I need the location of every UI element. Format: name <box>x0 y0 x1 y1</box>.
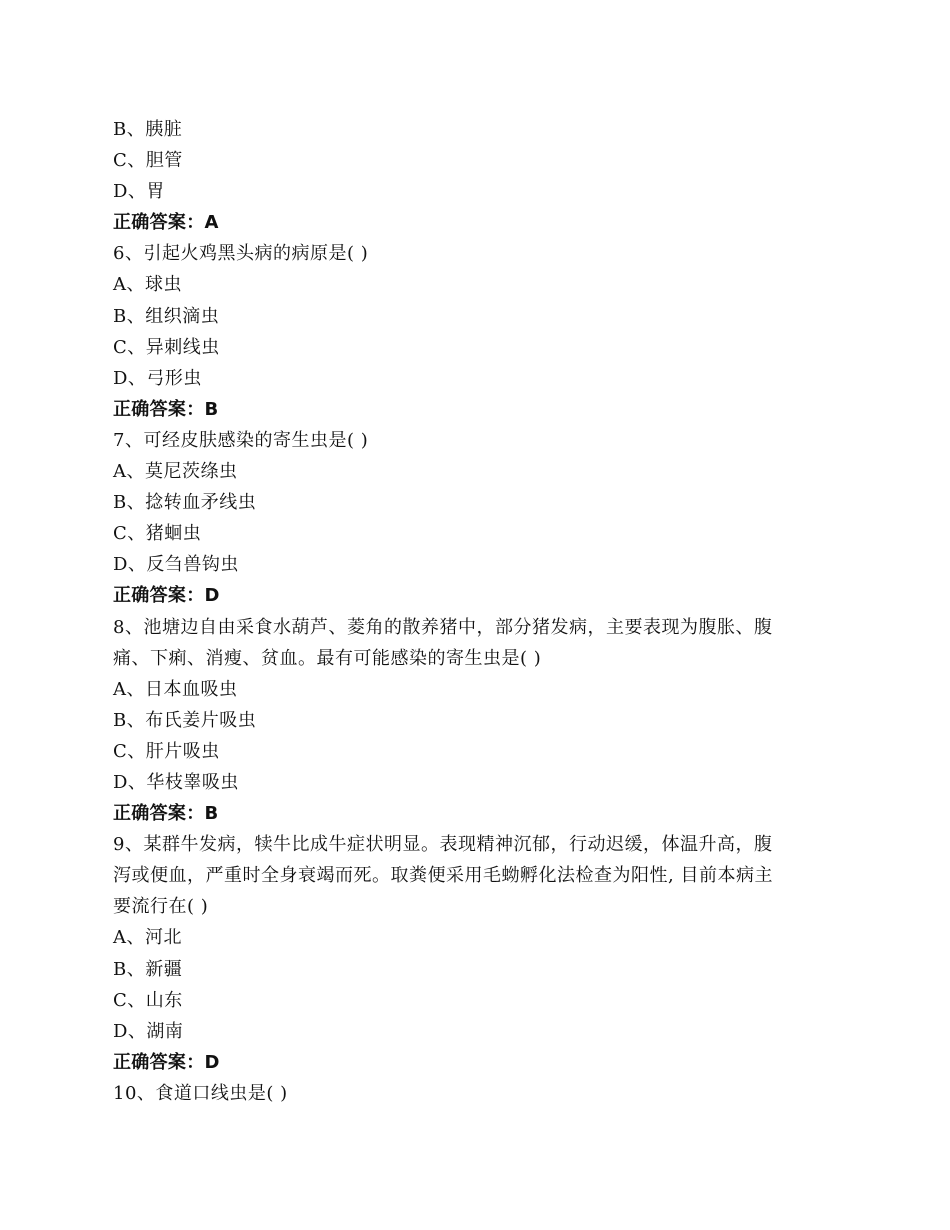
question-text: 9、某群牛发病，犊牛比成牛症状明显。表现精神沉郁，行动迟缓，体温升高，腹 <box>113 834 773 856</box>
option-text: B、布氏姜片吸虫 <box>113 709 257 731</box>
correct-answer: 正确答案：B <box>113 398 219 420</box>
question-text: 痛、下痢、消瘦、贫血。最有可能感染的寄生虫是( ) <box>113 647 542 669</box>
option-text: C、胆管 <box>113 150 183 172</box>
option-text: D、反刍兽钩虫 <box>113 554 239 576</box>
option-text: D、弓形虫 <box>113 367 202 389</box>
correct-answer: 正确答案：B <box>113 803 219 825</box>
question-text: 8、池塘边自由采食水葫芦、菱角的散养猪中，部分猪发病，主要表现为腹胀、腹 <box>113 616 773 638</box>
option-text: A、莫尼茨绦虫 <box>113 461 238 483</box>
option-text: C、异刺线虫 <box>113 336 220 358</box>
option-text: B、组织滴虫 <box>113 305 220 327</box>
option-text: A、日本血吸虫 <box>113 678 238 700</box>
option-text: C、猪蛔虫 <box>113 523 202 545</box>
correct-answer: 正确答案：D <box>113 585 220 607</box>
option-text: D、华枝睾吸虫 <box>113 771 239 793</box>
option-text: B、捻转血矛线虫 <box>113 492 257 514</box>
question-text: 7、可经皮肤感染的寄生虫是( ) <box>113 429 369 451</box>
question-text: 6、引起火鸡黑头病的病原是( ) <box>113 243 369 265</box>
question-text: 泻或便血，严重时全身衰竭而死。取粪便采用毛蚴孵化法检查为阳性, 目前本病主 <box>113 865 773 887</box>
question-text: 10、食道口线虫是( ) <box>113 1082 288 1104</box>
option-text: C、山东 <box>113 989 183 1011</box>
option-text: A、河北 <box>113 927 182 949</box>
correct-answer: 正确答案：A <box>113 212 219 234</box>
option-text: D、胃 <box>113 181 165 203</box>
option-text: C、肝片吸虫 <box>113 740 220 762</box>
document-page <box>113 114 853 1109</box>
option-text: D、湖南 <box>113 1020 184 1042</box>
option-text: B、新疆 <box>113 958 183 980</box>
option-text: B、胰脏 <box>113 119 183 140</box>
question-text: 要流行在( ) <box>113 896 209 918</box>
correct-answer: 正确答案：D <box>113 1051 220 1073</box>
option-text: A、球虫 <box>113 274 182 296</box>
